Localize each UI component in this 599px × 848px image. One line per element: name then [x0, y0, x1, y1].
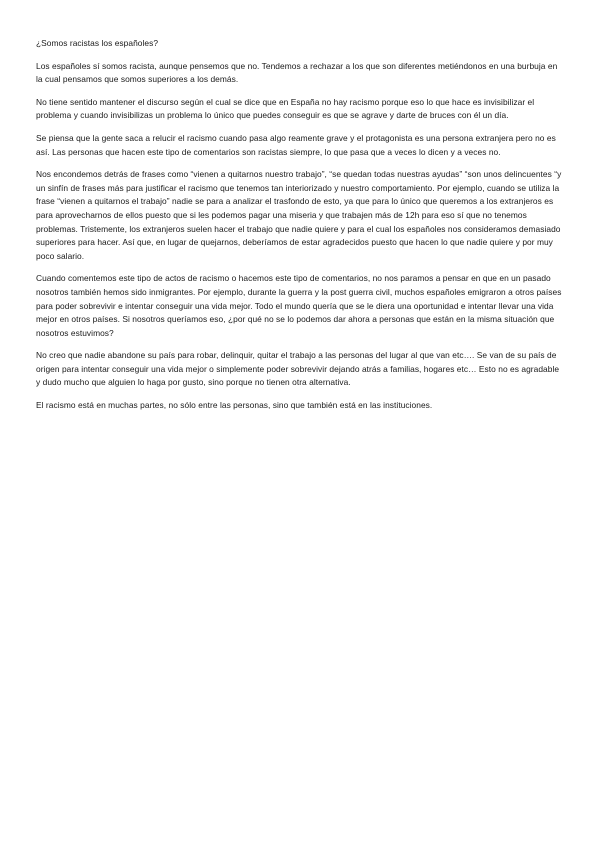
document-title: ¿Somos racistas los españoles? — [36, 38, 159, 48]
paragraph: El racismo está en muchas partes, no sólo entre las personas, sino que también está en las instituciones. — [36, 400, 433, 411]
paragraph: Nos encondemos detrás de frases como “vienen a quitarnos nuestro trabajo”, “se quedan todas nuestras ayudas” “son unos delincuentes “y un sinfín de frases más para justificar el racismo que tenemos tan interiorizado y nuestro comportamiento. Por ejemplo, cuando se utiliza la frase “vienen a quitarnos el trabajo” nadie se para a analizar el trasfondo de esto, ya que para lo único que queremos a los extranjeros es para aprovecharnos de ellos puesto que si les podemos pagar una miseria y que trabajen más de 12h para eso sí que no tenemos problemas. Tristemente, los extranjeros suelen hacer el trabajo que nadie quiere y para el cual los españoles nos consideramos demasiado superiores para hacer. Así que, en lugar de quejarnos, deberíamos de estar agradecidos puesto que hacen lo que nadie quiere y por muy poco salario. — [36, 169, 562, 261]
paragraph: Se piensa que la gente saca a relucir el racismo cuando pasa algo reamente grave y el protagonista es una persona extranjera pero no es así. Las personas que hacen este tipo de comentarios son racistas siempre, lo que pasa que a veces lo dicen y a veces no. — [36, 132, 556, 157]
paragraph: Los españoles sí somos racista, aunque pensemos que no. Tendemos a rechazar a los que son diferentes metiéndonos en una burbuja en la cual pensamos que somos superiores a los demás. — [36, 60, 558, 85]
paragraph: Cuando comentemos este tipo de actos de racismo o hacemos este tipo de comentarios, no nos paramos a pensar en que en un pasado nosotros también hemos sido inmigrantes. Por ejemplo, durante la guerra y la post guerra civil, muchos españoles emigraron a otros países para poder sobrevivir e intentar conseguir una vida mejor. Todo el mundo quería que se le diera una oportunidad e intentar llevar una vida mejor en otros países. Si nosotros queríamos eso, ¿por qué no se lo podemos dar ahora a personas que están en la misma situación que nosotros estuvimos? — [36, 273, 562, 338]
paragraph: No creo que nadie abandone su país para robar, delinquir, quitar el trabajo a las personas del lugar al que van etc…. Se van de su país de origen para intentar conseguir una vida mejor o simplemente poder sobrevivir dejando atrás a familias, hogares etc… Esto no es agradable y dudo mucho que alguien lo haga por gusto, sino porque no tienen otra alternativa. — [36, 350, 560, 388]
paragraph: No tiene sentido mantener el discurso según el cual se dice que en España no hay racismo porque eso lo que hace es invisibilizar el problema y cuando invisibilizas un problema lo único que puedes conseguir es que se agrave y darte de bruces con él un día. — [36, 96, 535, 121]
document-body — [36, 37, 564, 422]
